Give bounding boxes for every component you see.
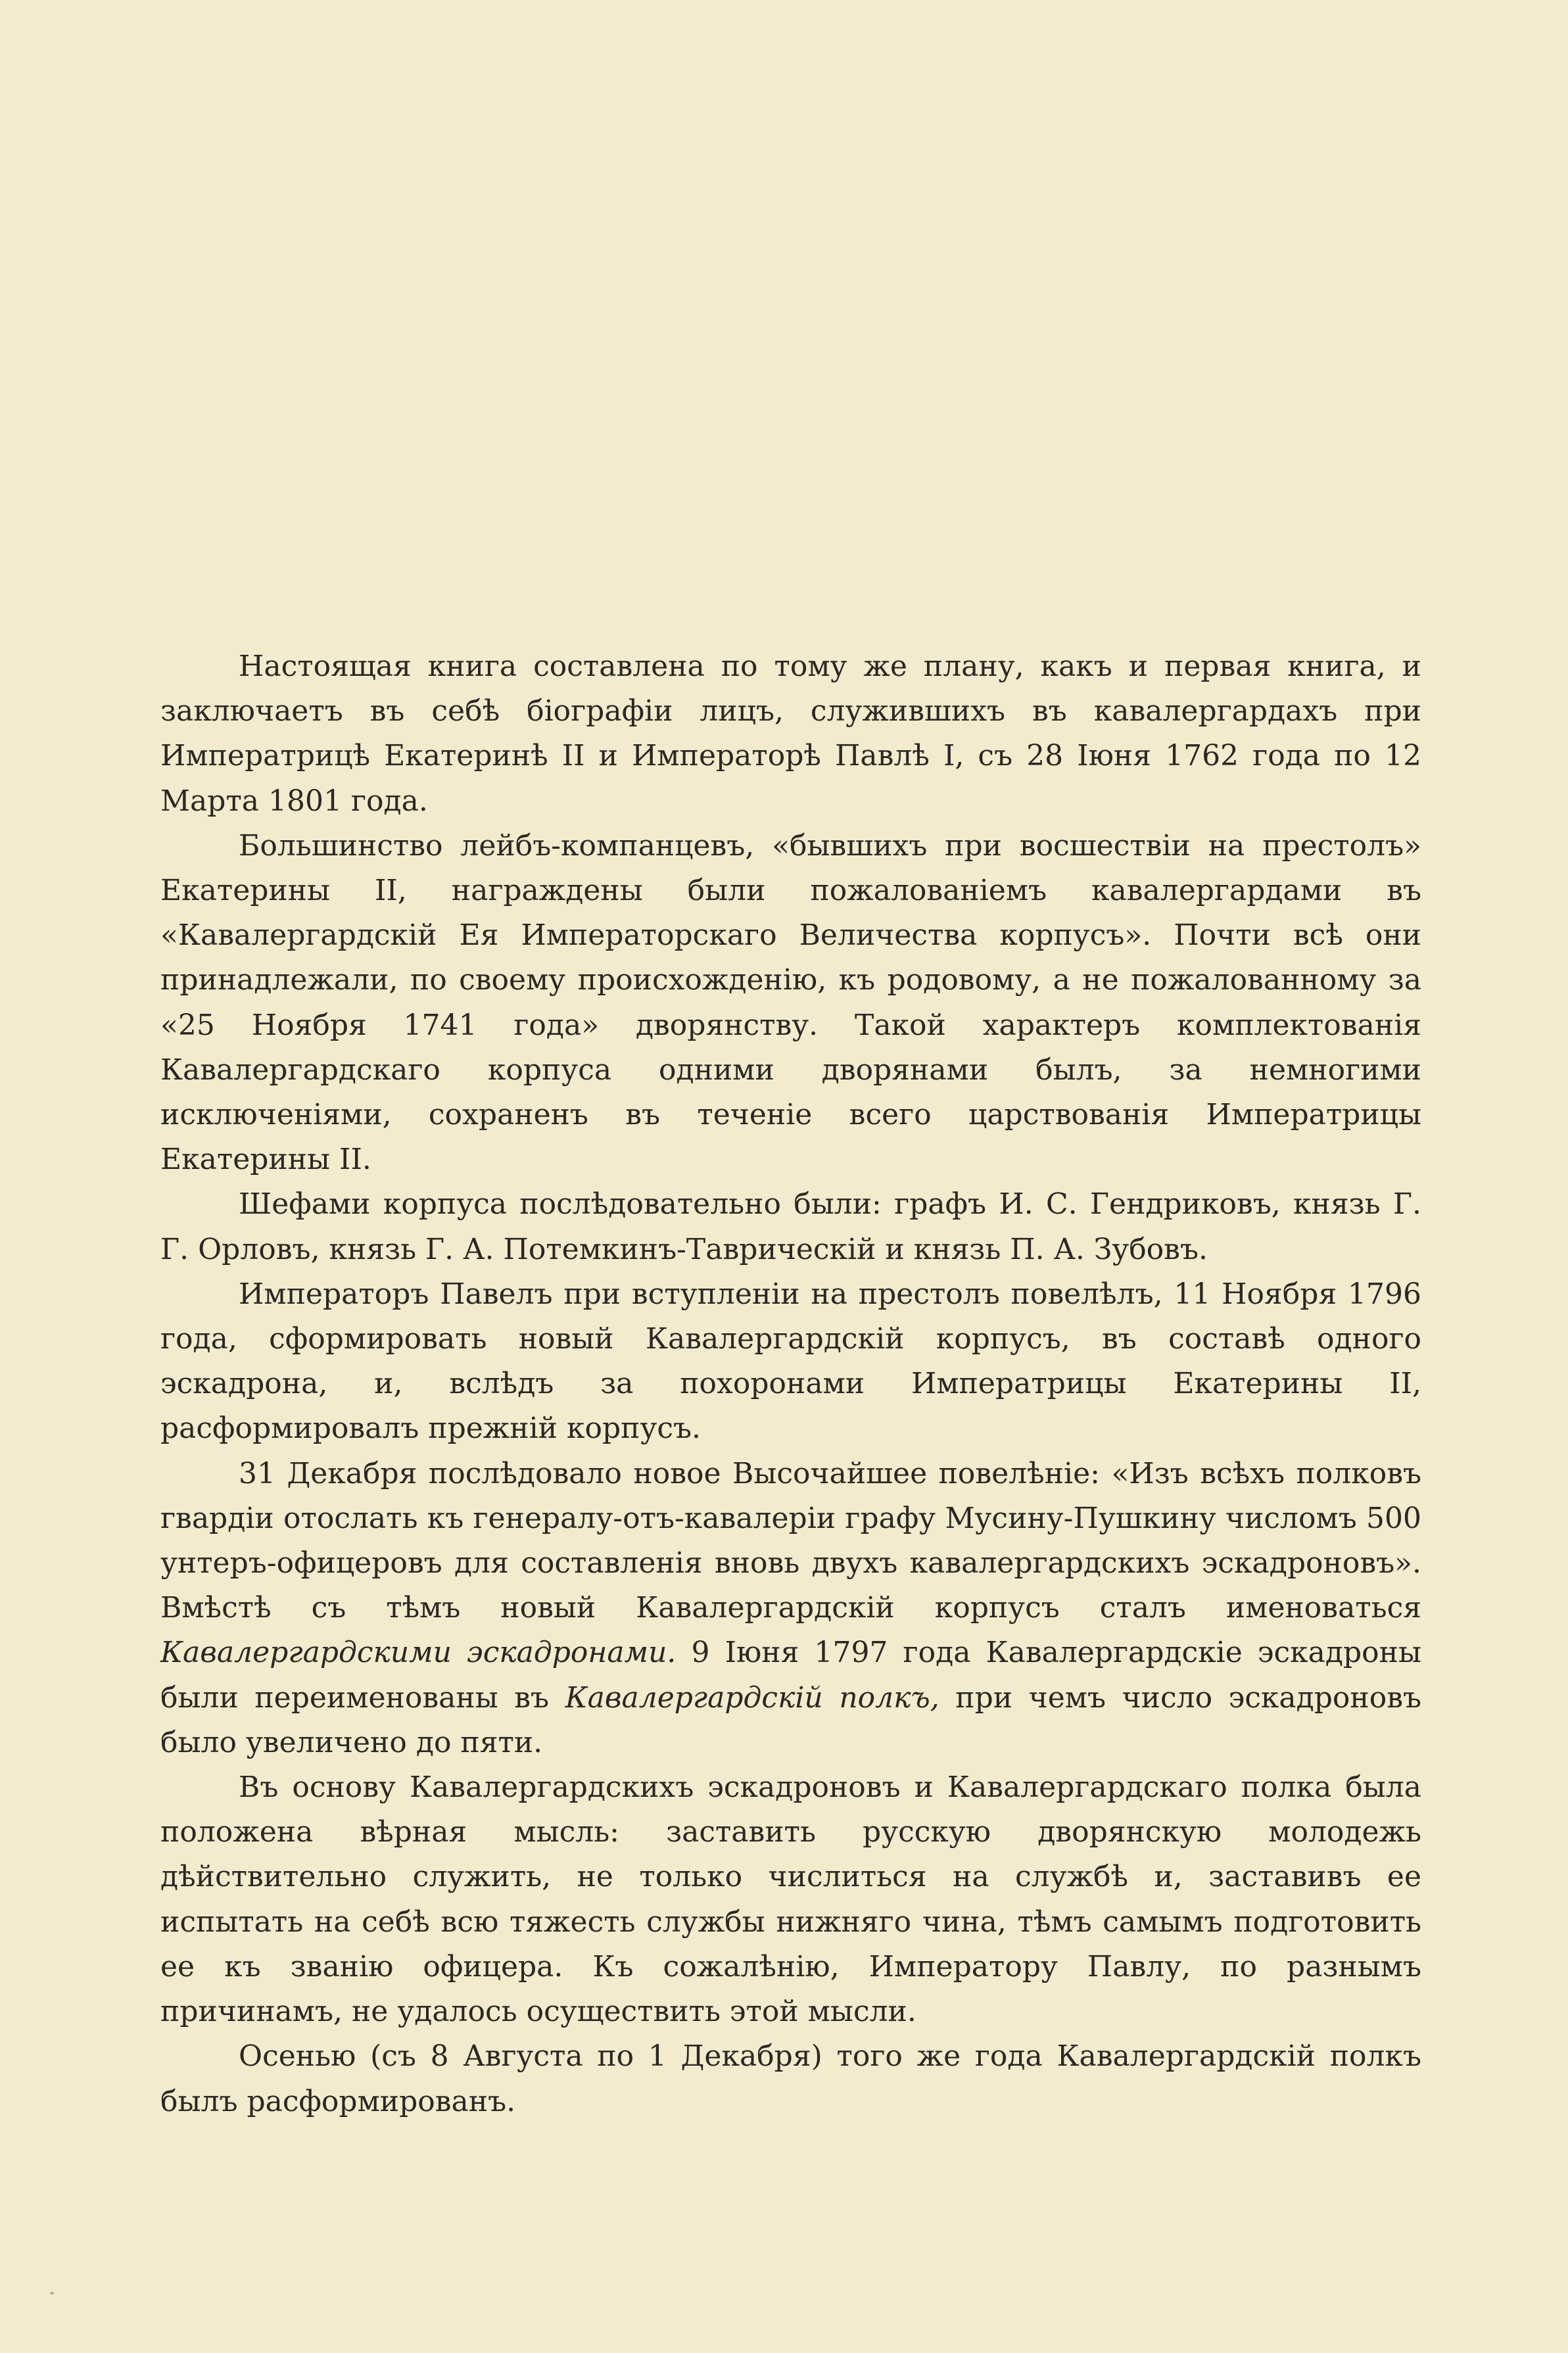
paragraph-5-italic-squadrons: Кавалергардскими эскадронами. bbox=[160, 1636, 677, 1670]
paragraph-2 bbox=[160, 824, 1421, 1183]
paragraph-1-text: Настоящая книга составлена по тому же плану, какъ и первая книга, и заключаетъ въ себѣ біографіи лицъ, служившихъ въ кавалергардахъ при Императрицѣ Екатеринѣ II и Императорѣ Павлѣ I, съ 28 Іюня 1762 года по 12 Марта 1801 года. bbox=[160, 650, 1421, 818]
paragraph-5 bbox=[160, 1452, 1421, 1765]
paragraph-1 bbox=[160, 644, 1421, 824]
paragraph-3 bbox=[160, 1182, 1421, 1272]
paragraph-3-text: Шефами корпуса послѣдовательно были: графъ И. С. Гендриковъ, князь Г. Г. Орловъ, князь Г. А. Потемкинъ-Таврическій и князь П. А. Зубовъ. bbox=[160, 1187, 1421, 1266]
paragraph-7-text: Осенью (съ 8 Августа по 1 Декабря) того же года Кавалергардскій полкъ былъ расформированъ. bbox=[160, 2039, 1421, 2118]
paragraph-5-italic-regiment: Кавалергардскій полкъ, bbox=[565, 1680, 939, 1715]
paragraph-4-text: Императоръ Павелъ при вступленіи на престолъ повелѣлъ, 11 Ноября 1796 года, сформировать новый Кавалергардскій корпусъ, въ составѣ одного эскадрона, и, вслѣдъ за похоронами Императрицы Екатерины II, расформировалъ прежній корпусъ. bbox=[160, 1277, 1421, 1446]
body-text bbox=[160, 644, 1421, 2124]
paragraph-4 bbox=[160, 1272, 1421, 1452]
paragraph-6 bbox=[160, 1765, 1421, 2034]
paragraph-5-text-b: 9 Іюня 1797 года Кавалергардскіе эскадроны были переименованы въ bbox=[160, 1636, 1421, 1715]
paragraph-5-text-a: 31 Декабря послѣдовало новое Высочайшее повелѣніе: «Изъ всѣхъ полковъ гвардіи отослать къ генералу-отъ-кавалеріи графу Мусину-Пушкину числомъ 500 унтеръ-офицеровъ для составленія вновь двухъ кавалергардскихъ эскадроновъ». Вмѣстѣ съ тѣмъ новый Кавалергардскій корпусъ сталъ именоваться bbox=[160, 1456, 1421, 1625]
paragraph-5-text-c: при чемъ число эскадроновъ было увеличено до пяти. bbox=[160, 1680, 1421, 1759]
paragraph-7 bbox=[160, 2034, 1421, 2124]
paragraph-2-text: Большинство лейбъ-компанцевъ, «бывшихъ при восшествіи на престолъ» Екатерины II, награждены были пожалованіемъ кавалергардами въ «Кавалергардскій Ея Императорскаго Величества корпусъ». Почти всѣ они принадлежали, по своему происхожденію, къ родовому, а не пожалованному за «25 Ноября 1741 года» дворянству. Такой характеръ комплектованія Кавалергардскаго корпуса одними дворянами былъ, за немногими исключеніями, сохраненъ въ теченіе всего царствованія Императрицы Екатерины II. bbox=[160, 828, 1421, 1177]
scan-speck-mark bbox=[50, 2292, 54, 2294]
paragraph-6-text: Въ основу Кавалергардскихъ эскадроновъ и Кавалергардскаго полка была положена вѣрная мысль: заставить русскую дворянскую молодежь дѣйствительно служить, не только числиться на службѣ и, заставивъ ее испытать на себѣ всю тяжесть службы нижняго чина, тѣмъ самымъ подготовить ее къ званію офицера. Къ сожалѣнію, Императору Павлу, по разнымъ причинамъ, не удалось осуществить этой мысли. bbox=[160, 1771, 1421, 2029]
